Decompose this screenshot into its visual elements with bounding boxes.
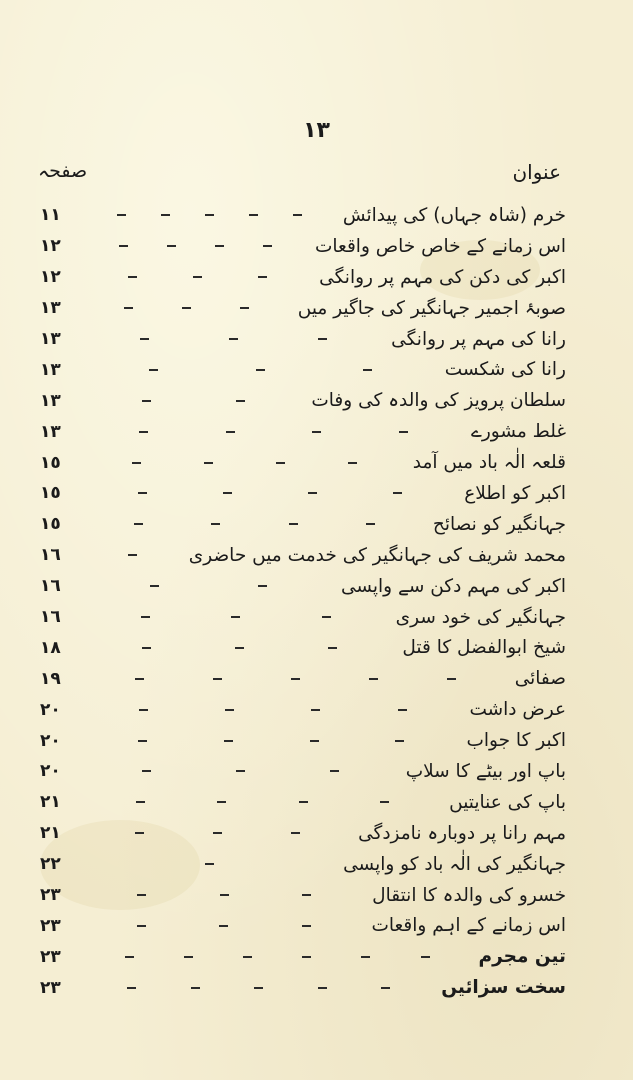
leader-dash xyxy=(312,431,321,433)
leader-dash xyxy=(127,987,136,989)
leader-dash xyxy=(302,894,311,896)
toc-dash-leader xyxy=(80,354,435,385)
leader-dash xyxy=(124,307,133,309)
toc-entry-title: مہم رانا پر دوبارہ نامزدگی xyxy=(358,822,566,844)
toc-entry-page: ٢٣ xyxy=(40,977,61,998)
toc-dash-leader xyxy=(80,663,505,694)
leader-dash xyxy=(139,431,148,433)
toc-dash-leader xyxy=(80,725,457,756)
toc-entry-page: ١٣ xyxy=(40,359,61,380)
leader-dash xyxy=(348,462,357,464)
leader-dash xyxy=(231,616,240,618)
leader-dash xyxy=(263,245,272,247)
leader-dash xyxy=(193,276,202,278)
toc-entry-title: قلعہ الٰہ باد میں آمد xyxy=(412,452,566,474)
toc-entry-title: سخت سزائیں xyxy=(441,977,566,999)
toc-entry-title: صفائی xyxy=(514,668,566,690)
toc-dash-leader xyxy=(80,447,403,478)
toc-entry-title: خرم (شاہ جہاں) کی پیدائش xyxy=(342,204,566,226)
toc-entry-page: ٢٠ xyxy=(40,699,61,720)
toc-entry xyxy=(40,200,566,231)
leader-dash xyxy=(322,616,331,618)
toc-page-heading: صفحہ xyxy=(38,160,88,182)
leader-dash xyxy=(291,678,300,680)
leader-dash xyxy=(289,523,298,525)
leader-dash xyxy=(291,832,300,834)
leader-dash xyxy=(182,307,191,309)
leader-dash xyxy=(308,492,317,494)
toc-entry-title: اکبر کی دکن کی مہم پر روانگی xyxy=(319,266,566,288)
toc-entry-title: اکبر کو اطلاع xyxy=(464,482,566,504)
toc-entry xyxy=(40,787,566,818)
toc-entry xyxy=(40,509,566,540)
toc-entry xyxy=(40,602,566,633)
toc-entry xyxy=(40,324,566,355)
toc-entry-page: ١٢ xyxy=(40,236,61,257)
toc-entry xyxy=(40,880,566,911)
leader-dash xyxy=(140,338,149,340)
toc-dash-leader xyxy=(80,416,461,447)
toc-entry-title: اکبر کا جواب xyxy=(466,730,566,752)
toc-entry-page: ١٦ xyxy=(40,576,61,597)
leader-dash xyxy=(328,647,337,649)
toc-dash-leader xyxy=(80,293,288,324)
leader-dash xyxy=(361,956,370,958)
leader-dash xyxy=(149,369,158,371)
leader-dash xyxy=(217,801,226,803)
toc-entry xyxy=(40,818,566,849)
toc-dash-leader xyxy=(80,231,305,262)
toc-entry xyxy=(40,663,566,694)
leader-dash xyxy=(330,770,339,772)
leader-dash xyxy=(398,709,407,711)
leader-dash xyxy=(137,894,146,896)
toc-entry-page: ٢٠ xyxy=(40,730,61,751)
toc-entry xyxy=(40,354,566,385)
leader-dash xyxy=(395,740,404,742)
leader-dash xyxy=(211,523,220,525)
leader-dash xyxy=(161,214,170,216)
leader-dash xyxy=(132,462,141,464)
toc-dash-leader xyxy=(80,694,459,725)
leader-dash xyxy=(223,492,232,494)
leader-dash xyxy=(399,431,408,433)
toc-entry xyxy=(40,756,566,787)
leader-dash xyxy=(138,492,147,494)
leader-dash xyxy=(128,276,137,278)
toc-entry-page: ٢١ xyxy=(40,792,61,813)
leader-dash xyxy=(225,709,234,711)
leader-dash xyxy=(249,214,258,216)
toc-entry-page: ١٨ xyxy=(40,637,61,658)
toc-entry-page: ٢٣ xyxy=(40,885,61,906)
toc-entry-title: غلط مشورے xyxy=(471,421,566,443)
toc-entry-title: رانا کی شکست xyxy=(444,359,566,381)
leader-dash xyxy=(293,214,302,216)
toc-entry xyxy=(40,447,566,478)
leader-dash xyxy=(141,616,150,618)
leader-dash xyxy=(215,245,224,247)
toc-entry-page: ١٥ xyxy=(40,483,61,504)
leader-dash xyxy=(219,925,228,927)
toc-entry-title: جہانگیر کو نصائح xyxy=(432,513,566,535)
toc-entry xyxy=(40,632,566,663)
leader-dash xyxy=(150,585,159,587)
toc-entry-title: شیخ ابوالفضل کا قتل xyxy=(402,637,566,659)
leader-dash xyxy=(137,925,146,927)
toc-dash-leader xyxy=(80,200,333,231)
toc-dash-leader xyxy=(80,540,179,571)
leader-dash xyxy=(135,678,144,680)
leader-dash xyxy=(240,307,249,309)
toc-entry xyxy=(40,694,566,725)
toc-entry-page: ١٢ xyxy=(40,267,61,288)
toc-entry xyxy=(40,262,566,293)
toc-entry-title: محمد شریف کی جہانگیر کی خدمت میں حاضری xyxy=(188,544,566,566)
leader-dash xyxy=(258,276,267,278)
leader-dash xyxy=(138,740,147,742)
toc-dash-leader xyxy=(80,910,361,941)
leader-dash xyxy=(299,801,308,803)
toc-entry xyxy=(40,416,566,447)
toc-entry-page: ١١ xyxy=(40,205,61,226)
toc-dash-leader xyxy=(80,787,439,818)
toc-entry xyxy=(40,478,566,509)
toc-entry xyxy=(40,910,566,941)
toc-dash-leader xyxy=(80,756,396,787)
leader-dash xyxy=(421,956,430,958)
toc-dash-leader xyxy=(80,385,301,416)
leader-dash xyxy=(318,338,327,340)
toc-entry-title: صوبۂ اجمیر جہانگیر کی جاگیر میں xyxy=(297,297,566,319)
toc-title-heading: عنوان xyxy=(512,160,561,184)
toc-entry-title: اس زمانے کے اہم واقعات xyxy=(371,915,566,937)
leader-dash xyxy=(318,987,327,989)
toc-entry-title: عرض داشت xyxy=(469,699,566,721)
leader-dash xyxy=(236,770,245,772)
leader-dash xyxy=(393,492,402,494)
toc-entry xyxy=(40,293,566,324)
leader-dash xyxy=(226,431,235,433)
leader-dash xyxy=(117,214,126,216)
toc-entry xyxy=(40,941,566,972)
leader-dash xyxy=(447,678,456,680)
leader-dash xyxy=(236,400,245,402)
toc-entry-title: جہانگیر کی خود سری xyxy=(395,606,566,628)
table-of-contents xyxy=(40,200,566,1003)
toc-entry-page: ٢٣ xyxy=(40,946,61,967)
toc-entry-title: رانا کی مہم پر روانگی xyxy=(391,328,566,350)
toc-entry-title: اس زمانے کے خاص خاص واقعات xyxy=(314,235,566,257)
leader-dash xyxy=(142,400,151,402)
leader-dash xyxy=(366,523,375,525)
leader-dash xyxy=(125,956,134,958)
toc-entry xyxy=(40,231,566,262)
toc-dash-leader xyxy=(80,972,431,1003)
leader-dash xyxy=(205,214,214,216)
toc-dash-leader xyxy=(80,941,469,972)
leader-dash xyxy=(128,554,137,556)
leader-dash xyxy=(224,740,233,742)
leader-dash xyxy=(135,832,144,834)
toc-dash-leader xyxy=(80,324,381,355)
leader-dash xyxy=(363,369,372,371)
toc-dash-leader xyxy=(80,509,423,540)
toc-entry-page: ٢٠ xyxy=(40,761,61,782)
toc-entry-page: ١٥ xyxy=(40,452,61,473)
leader-dash xyxy=(235,647,244,649)
leader-dash xyxy=(191,987,200,989)
toc-dash-leader xyxy=(80,632,392,663)
leader-dash xyxy=(311,709,320,711)
toc-dash-leader xyxy=(80,602,386,633)
toc-entry-page: ٢١ xyxy=(40,823,61,844)
toc-entry-page: ١٣ xyxy=(40,390,61,411)
toc-entry-page: ١٥ xyxy=(40,514,61,535)
leader-dash xyxy=(302,956,311,958)
toc-dash-leader xyxy=(80,478,454,509)
leader-dash xyxy=(139,709,148,711)
leader-dash xyxy=(213,832,222,834)
toc-dash-leader xyxy=(80,880,362,911)
toc-entry-title: خسرو کی والدہ کا انتقال xyxy=(372,884,566,906)
toc-dash-leader xyxy=(80,262,309,293)
toc-entry-title: باپ اور بیٹے کا سلاپ xyxy=(405,760,566,782)
toc-entry-title: اکبر کی مہم دکن سے واپسی xyxy=(340,575,566,597)
toc-dash-leader xyxy=(80,818,348,849)
leader-dash xyxy=(204,462,213,464)
leader-dash xyxy=(256,369,265,371)
leader-dash xyxy=(142,647,151,649)
toc-entry xyxy=(40,849,566,880)
leader-dash xyxy=(213,678,222,680)
page-number: ١٣ xyxy=(303,118,330,143)
toc-entry xyxy=(40,540,566,571)
leader-dash xyxy=(136,801,145,803)
toc-entry-page: ١٣ xyxy=(40,421,61,442)
toc-entry-page: ١٩ xyxy=(40,668,61,689)
leader-dash xyxy=(229,338,238,340)
leader-dash xyxy=(243,956,252,958)
leader-dash xyxy=(167,245,176,247)
leader-dash xyxy=(302,925,311,927)
leader-dash xyxy=(258,585,267,587)
toc-dash-leader xyxy=(80,849,333,880)
leader-dash xyxy=(254,987,263,989)
leader-dash xyxy=(310,740,319,742)
leader-dash xyxy=(184,956,193,958)
toc-entry-page: ١٣ xyxy=(40,329,61,349)
toc-entry-page: ٢٢ xyxy=(40,854,61,875)
toc-entry-page: ٢٣ xyxy=(40,915,61,936)
toc-entry-page: ١٦ xyxy=(40,545,61,566)
toc-entry xyxy=(40,972,566,1003)
toc-entry-page: ١٦ xyxy=(40,607,61,628)
leader-dash xyxy=(220,894,229,896)
leader-dash xyxy=(369,678,378,680)
toc-entry-title: جہانگیر کی الٰہ باد کو واپسی xyxy=(343,853,566,875)
leader-dash xyxy=(276,462,285,464)
toc-entry-title: سلطان پرویز کی والدہ کی وفات xyxy=(311,390,566,412)
toc-entry xyxy=(40,725,566,756)
leader-dash xyxy=(119,245,128,247)
toc-entry xyxy=(40,571,566,602)
leader-dash xyxy=(205,863,214,865)
leader-dash xyxy=(142,770,151,772)
toc-dash-leader xyxy=(80,571,331,602)
leader-dash xyxy=(380,801,389,803)
leader-dash xyxy=(134,523,143,525)
toc-entry-page: ١٣ xyxy=(40,298,61,319)
toc-entry-title: باپ کی عنایتیں xyxy=(449,791,566,813)
toc-entry xyxy=(40,385,566,416)
toc-entry-title: تین مجرم xyxy=(478,946,566,968)
leader-dash xyxy=(381,987,390,989)
